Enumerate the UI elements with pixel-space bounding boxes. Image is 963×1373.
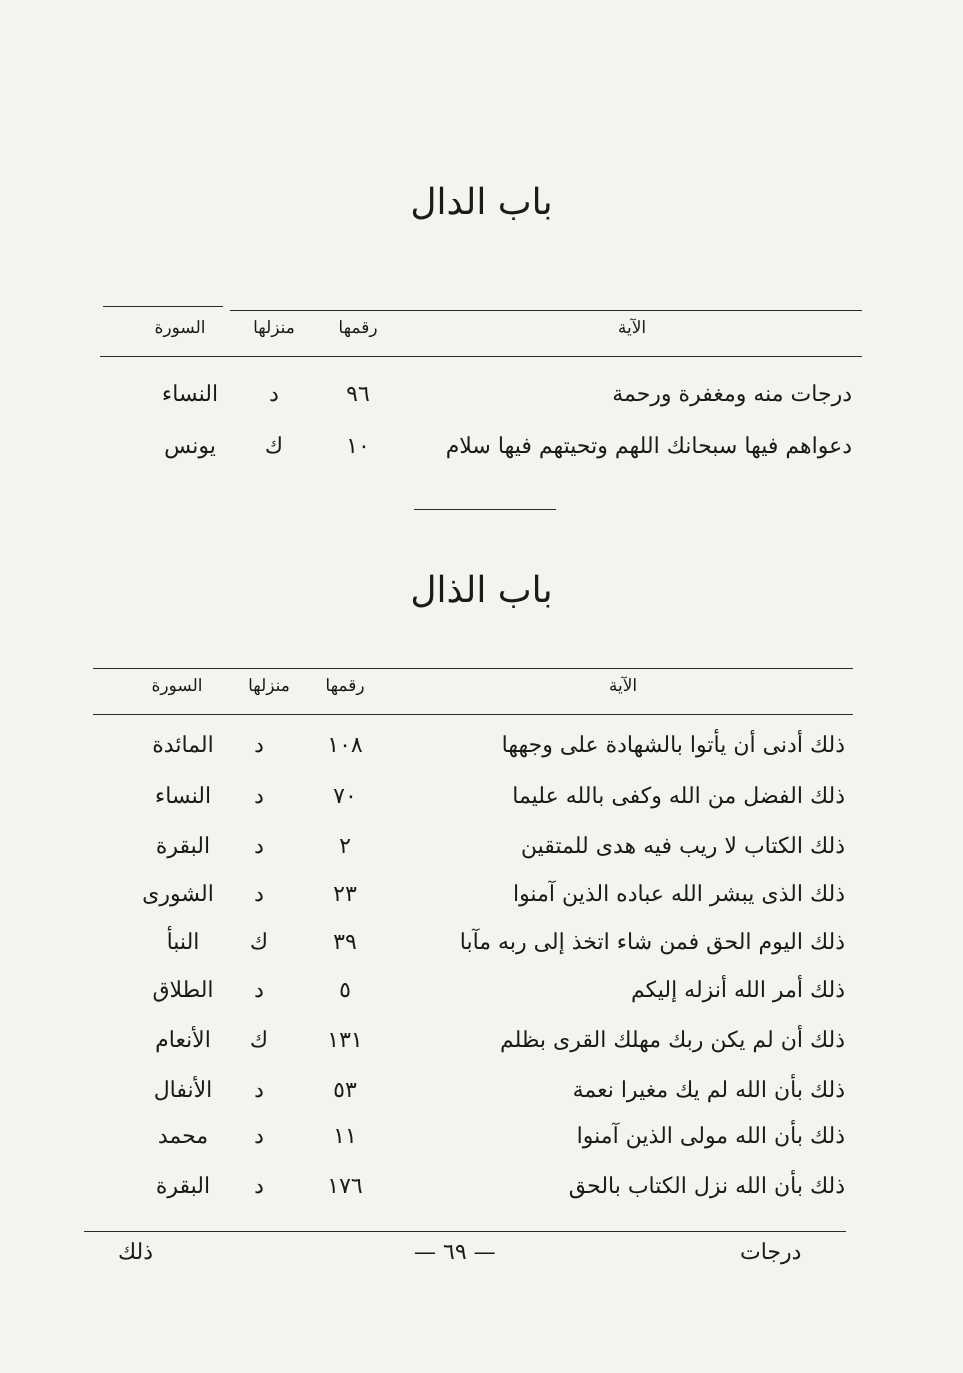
page-number: — ٦٩ — bbox=[414, 1240, 496, 1265]
row-sura: الأنفال bbox=[153, 1078, 213, 1103]
row-sura: المائدة bbox=[152, 733, 214, 758]
row-place: د bbox=[254, 1078, 264, 1103]
row-place: د bbox=[269, 382, 279, 407]
header-place: منزلها bbox=[253, 318, 295, 338]
row-aya: ذلك الكتاب لا ريب فيه هدى للمتقين bbox=[520, 834, 845, 859]
row-sura: النساء bbox=[161, 382, 219, 407]
section-title-dhal: باب الذال bbox=[410, 570, 553, 611]
row-number: ٥ bbox=[339, 978, 351, 1003]
header-place: منزلها bbox=[248, 676, 290, 696]
row-sura: محمد bbox=[157, 1124, 209, 1149]
section-title-dal: باب الدال bbox=[410, 182, 553, 223]
row-sura: يونس bbox=[164, 434, 216, 459]
header-number: رقمها bbox=[325, 676, 365, 696]
running-head-left: ذلك bbox=[118, 1240, 154, 1265]
row-aya: ذلك بأن الله لم يك مغيرا نعمة bbox=[572, 1078, 845, 1103]
row-number: ٧٠ bbox=[333, 784, 357, 809]
row-aya: ذلك الذى يبشر الله عباده الذين آمنوا bbox=[512, 882, 845, 907]
row-aya: ذلك اليوم الحق فمن شاء اتخذ إلى ربه مآبا bbox=[459, 930, 845, 955]
row-place: ك bbox=[249, 1028, 269, 1053]
row-aya: دعواهم فيها سبحانك اللهم وتحيتهم فيها سلام bbox=[445, 434, 852, 459]
table-header-rule bbox=[100, 356, 862, 357]
row-place: د bbox=[254, 834, 264, 859]
row-number: ٥٣ bbox=[333, 1078, 357, 1103]
table-top-rule-short bbox=[103, 306, 223, 307]
table-header bbox=[100, 318, 862, 348]
row-number: ٢ bbox=[339, 834, 351, 859]
row-place: د bbox=[254, 978, 264, 1003]
row-aya: ذلك أن لم يكن ربك مهلك القرى بظلم bbox=[499, 1028, 845, 1053]
header-sura: السورة bbox=[154, 318, 206, 338]
header-aya: الآية bbox=[608, 676, 638, 696]
row-place: ك bbox=[249, 930, 269, 955]
footer-rule bbox=[84, 1231, 846, 1232]
row-aya: ذلك بأن الله مولى الذين آمنوا bbox=[576, 1124, 845, 1149]
row-place: د bbox=[254, 733, 264, 758]
row-place: د bbox=[254, 1124, 264, 1149]
row-sura: النساء bbox=[154, 784, 212, 809]
row-sura: البقرة bbox=[155, 1174, 211, 1199]
row-number: ١٠٨ bbox=[327, 733, 363, 758]
row-number: ١٧٦ bbox=[327, 1174, 363, 1199]
table-top-rule bbox=[93, 668, 853, 669]
header-sura: السورة bbox=[151, 676, 203, 696]
row-sura: البقرة bbox=[155, 834, 211, 859]
section-divider bbox=[414, 509, 556, 510]
row-place: د bbox=[254, 1174, 264, 1199]
row-sura: الشورى bbox=[142, 882, 214, 907]
row-aya: ذلك الفضل من الله وكفى بالله عليما bbox=[512, 784, 845, 809]
row-place: د bbox=[254, 882, 264, 907]
row-aya: ذلك أمر الله أنزله إليكم bbox=[630, 978, 845, 1003]
row-number: ٢٣ bbox=[333, 882, 357, 907]
header-number: رقمها bbox=[338, 318, 378, 338]
row-aya: درجات منه ومغفرة ورحمة bbox=[612, 382, 852, 407]
running-head-right: درجات bbox=[740, 1240, 802, 1265]
row-sura: الطلاق bbox=[152, 978, 214, 1003]
row-number: ١٠ bbox=[346, 434, 370, 459]
row-aya: ذلك بأن الله نزل الكتاب بالحق bbox=[568, 1174, 845, 1199]
row-number: ١١ bbox=[333, 1124, 357, 1149]
row-aya: ذلك أدنى أن يأتوا بالشهادة على وجهها bbox=[501, 733, 845, 758]
table-header-rule bbox=[93, 714, 853, 715]
row-number: ٣٩ bbox=[333, 930, 357, 955]
row-sura: النبأ bbox=[166, 930, 200, 955]
row-place: ك bbox=[264, 434, 284, 459]
row-place: د bbox=[254, 784, 264, 809]
row-number: ١٣١ bbox=[327, 1028, 363, 1053]
table-top-rule bbox=[230, 310, 862, 311]
row-sura: الأنعام bbox=[155, 1028, 211, 1053]
table-header bbox=[93, 676, 853, 706]
header-aya: الآية bbox=[617, 318, 647, 338]
row-number: ٩٦ bbox=[346, 382, 370, 407]
